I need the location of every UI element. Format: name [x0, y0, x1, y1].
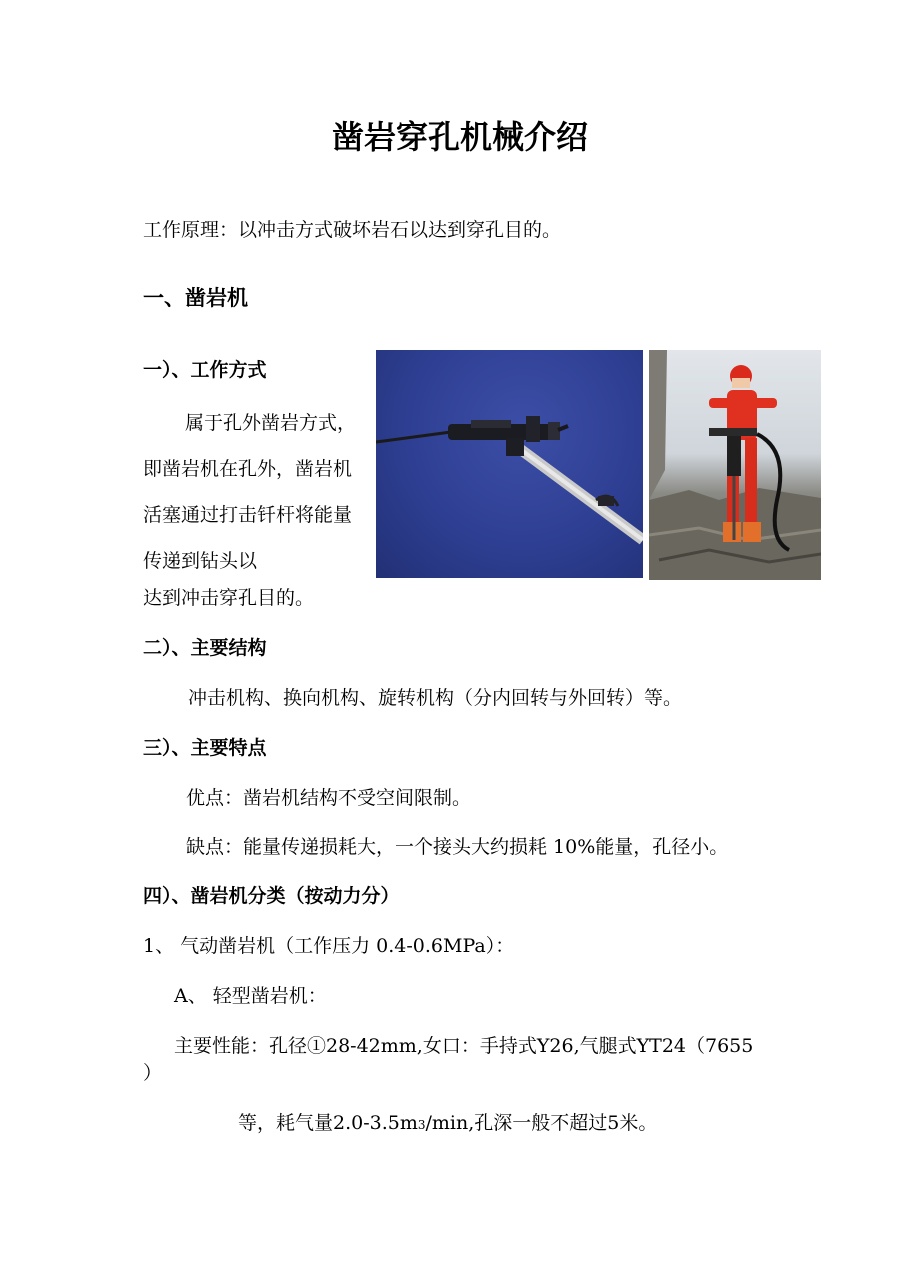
light-drill-item: A、 轻型凿岩机：	[174, 985, 327, 1007]
performance-line-1: 主要性能：孔径①28-42mm,女口：手持式Y26,气腿式YT24（7655	[174, 1035, 754, 1057]
performance-line-3-subscript: 3	[417, 1118, 426, 1132]
rock-drill-photo	[376, 350, 643, 578]
disadvantages-text: 缺点：能量传递损耗大，一个接头大约损耗 10%能量，孔径小。	[186, 836, 729, 858]
subheading-working-mode: 一）、工作方式	[143, 359, 267, 381]
subheading-main-structure: 二）、主要结构	[143, 637, 267, 659]
working-principle: 工作原理：以冲击方式破坏岩石以达到穿孔目的。	[143, 219, 562, 241]
working-mode-paragraph	[143, 400, 358, 572]
performance-line-3	[238, 1108, 657, 1135]
performance-line-3-a: 等，耗气量2.0-3.5m	[238, 1112, 418, 1134]
performance-line-2: ）	[143, 1062, 163, 1084]
performance-line-3-b: /min,孔深一般不超过5米。	[425, 1112, 658, 1134]
section-heading-rock-drill: 一、凿岩机	[143, 286, 248, 310]
advantages-text: 优点：凿岩机结构不受空间限制。	[186, 787, 472, 809]
page-title: 凿岩穿孔机械介绍	[331, 118, 588, 156]
main-structure-text: 冲击机构、换向机构、旋转机构（分内回转与外回转）等。	[188, 687, 683, 709]
working-mode-text: 属于孔外凿岩方式，即凿岩机在孔外，凿岩机活塞通过打击钎杆将能量传递到钻头以	[143, 412, 357, 572]
worker-drilling-photo	[649, 350, 821, 580]
subheading-main-features: 三）、主要特点	[143, 737, 267, 759]
pneumatic-drill-item: 1、 气动凿岩机（工作压力 0.4-0.6MPa）：	[143, 935, 515, 957]
working-mode-tail: 达到冲击穿孔目的。	[143, 587, 315, 609]
subheading-classification: 四）、凿岩机分类（按动力分）	[143, 885, 400, 907]
